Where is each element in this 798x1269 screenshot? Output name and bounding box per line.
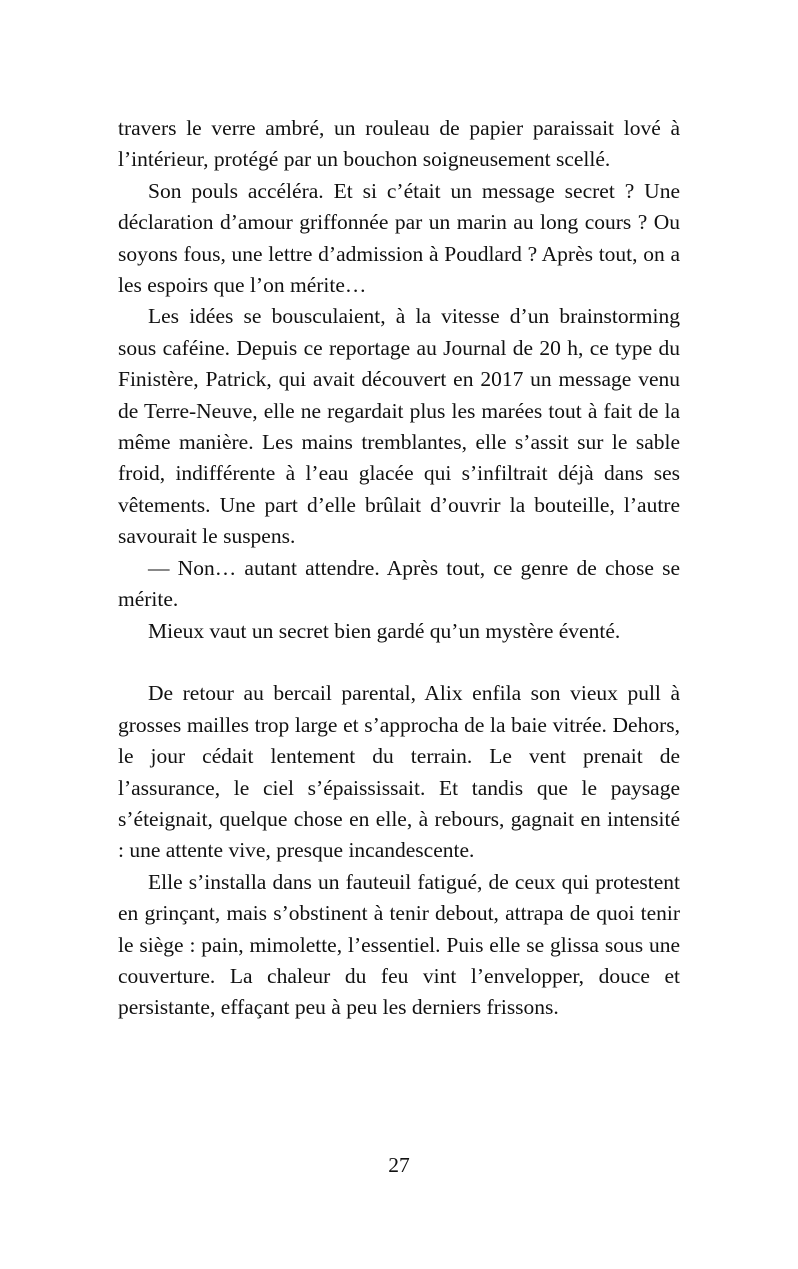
paragraph: Les idées se bousculaient, à la vitesse d’un brainstorming sous caféine. Depuis ce reportage au Journal de 20 h, ce type du Finistère, Patrick, qui avait découvert en 2017 un message venu de Terre-Neuve, elle ne regardait plus les marées tout à fait de la même manière. Les mains tremblantes, elle s’assit sur le sable froid, indifférente à l’eau glacée qui s’infiltrait déjà dans ses vêtements. Une part d’elle brûlait d’ouvrir la bouteille, l’autre savourait le suspens. (118, 304, 680, 549)
paragraph-continuation: travers le verre ambré, un rouleau de papier paraissait lové à l’intérieur, protégé par un bouchon soigneusement scellé. (118, 116, 680, 172)
paragraph: Mieux vaut un secret bien gardé qu’un mystère éventé. (148, 618, 621, 643)
dialogue-paragraph: — Non… autant attendre. Après tout, ce genre de chose se mérite. (118, 555, 680, 612)
paragraph: De retour au bercail parental, Alix enfila son vieux pull à grosses mailles trop large et s’approcha de la baie vitrée. Dehors, le jour cédait lentement du terrain. Le vent prenait de l’assurance, le ciel s’épaississait. Et tandis que le paysage s’éteignait, quelque chose en elle, à rebours, gagnait en intensité : une attente vive, presque incandescente. (118, 681, 680, 863)
section-break (118, 647, 680, 678)
paragraph: Elle s’installa dans un fauteuil fatigué, de ceux qui protestent en grinçant, mais s’obstinent à tenir debout, attrapa de quoi tenir le siège : pain, mimolette, l’essentiel. Puis elle se glissa sous une couverture. La chaleur du feu vint l’envelopper, douce et persistante, effaçant peu à peu les derniers frissons. (118, 869, 680, 1020)
page-number: 27 (388, 1153, 410, 1177)
page-body (118, 113, 680, 1024)
paragraph: Son pouls accéléra. Et si c’était un message secret ? Une déclaration d’amour griffonnée par un marin au long cours ? Ou soyons fous, une lettre d’admission à Poudlard ? Après tout, on a les espoirs que l’on mérite… (118, 178, 680, 298)
